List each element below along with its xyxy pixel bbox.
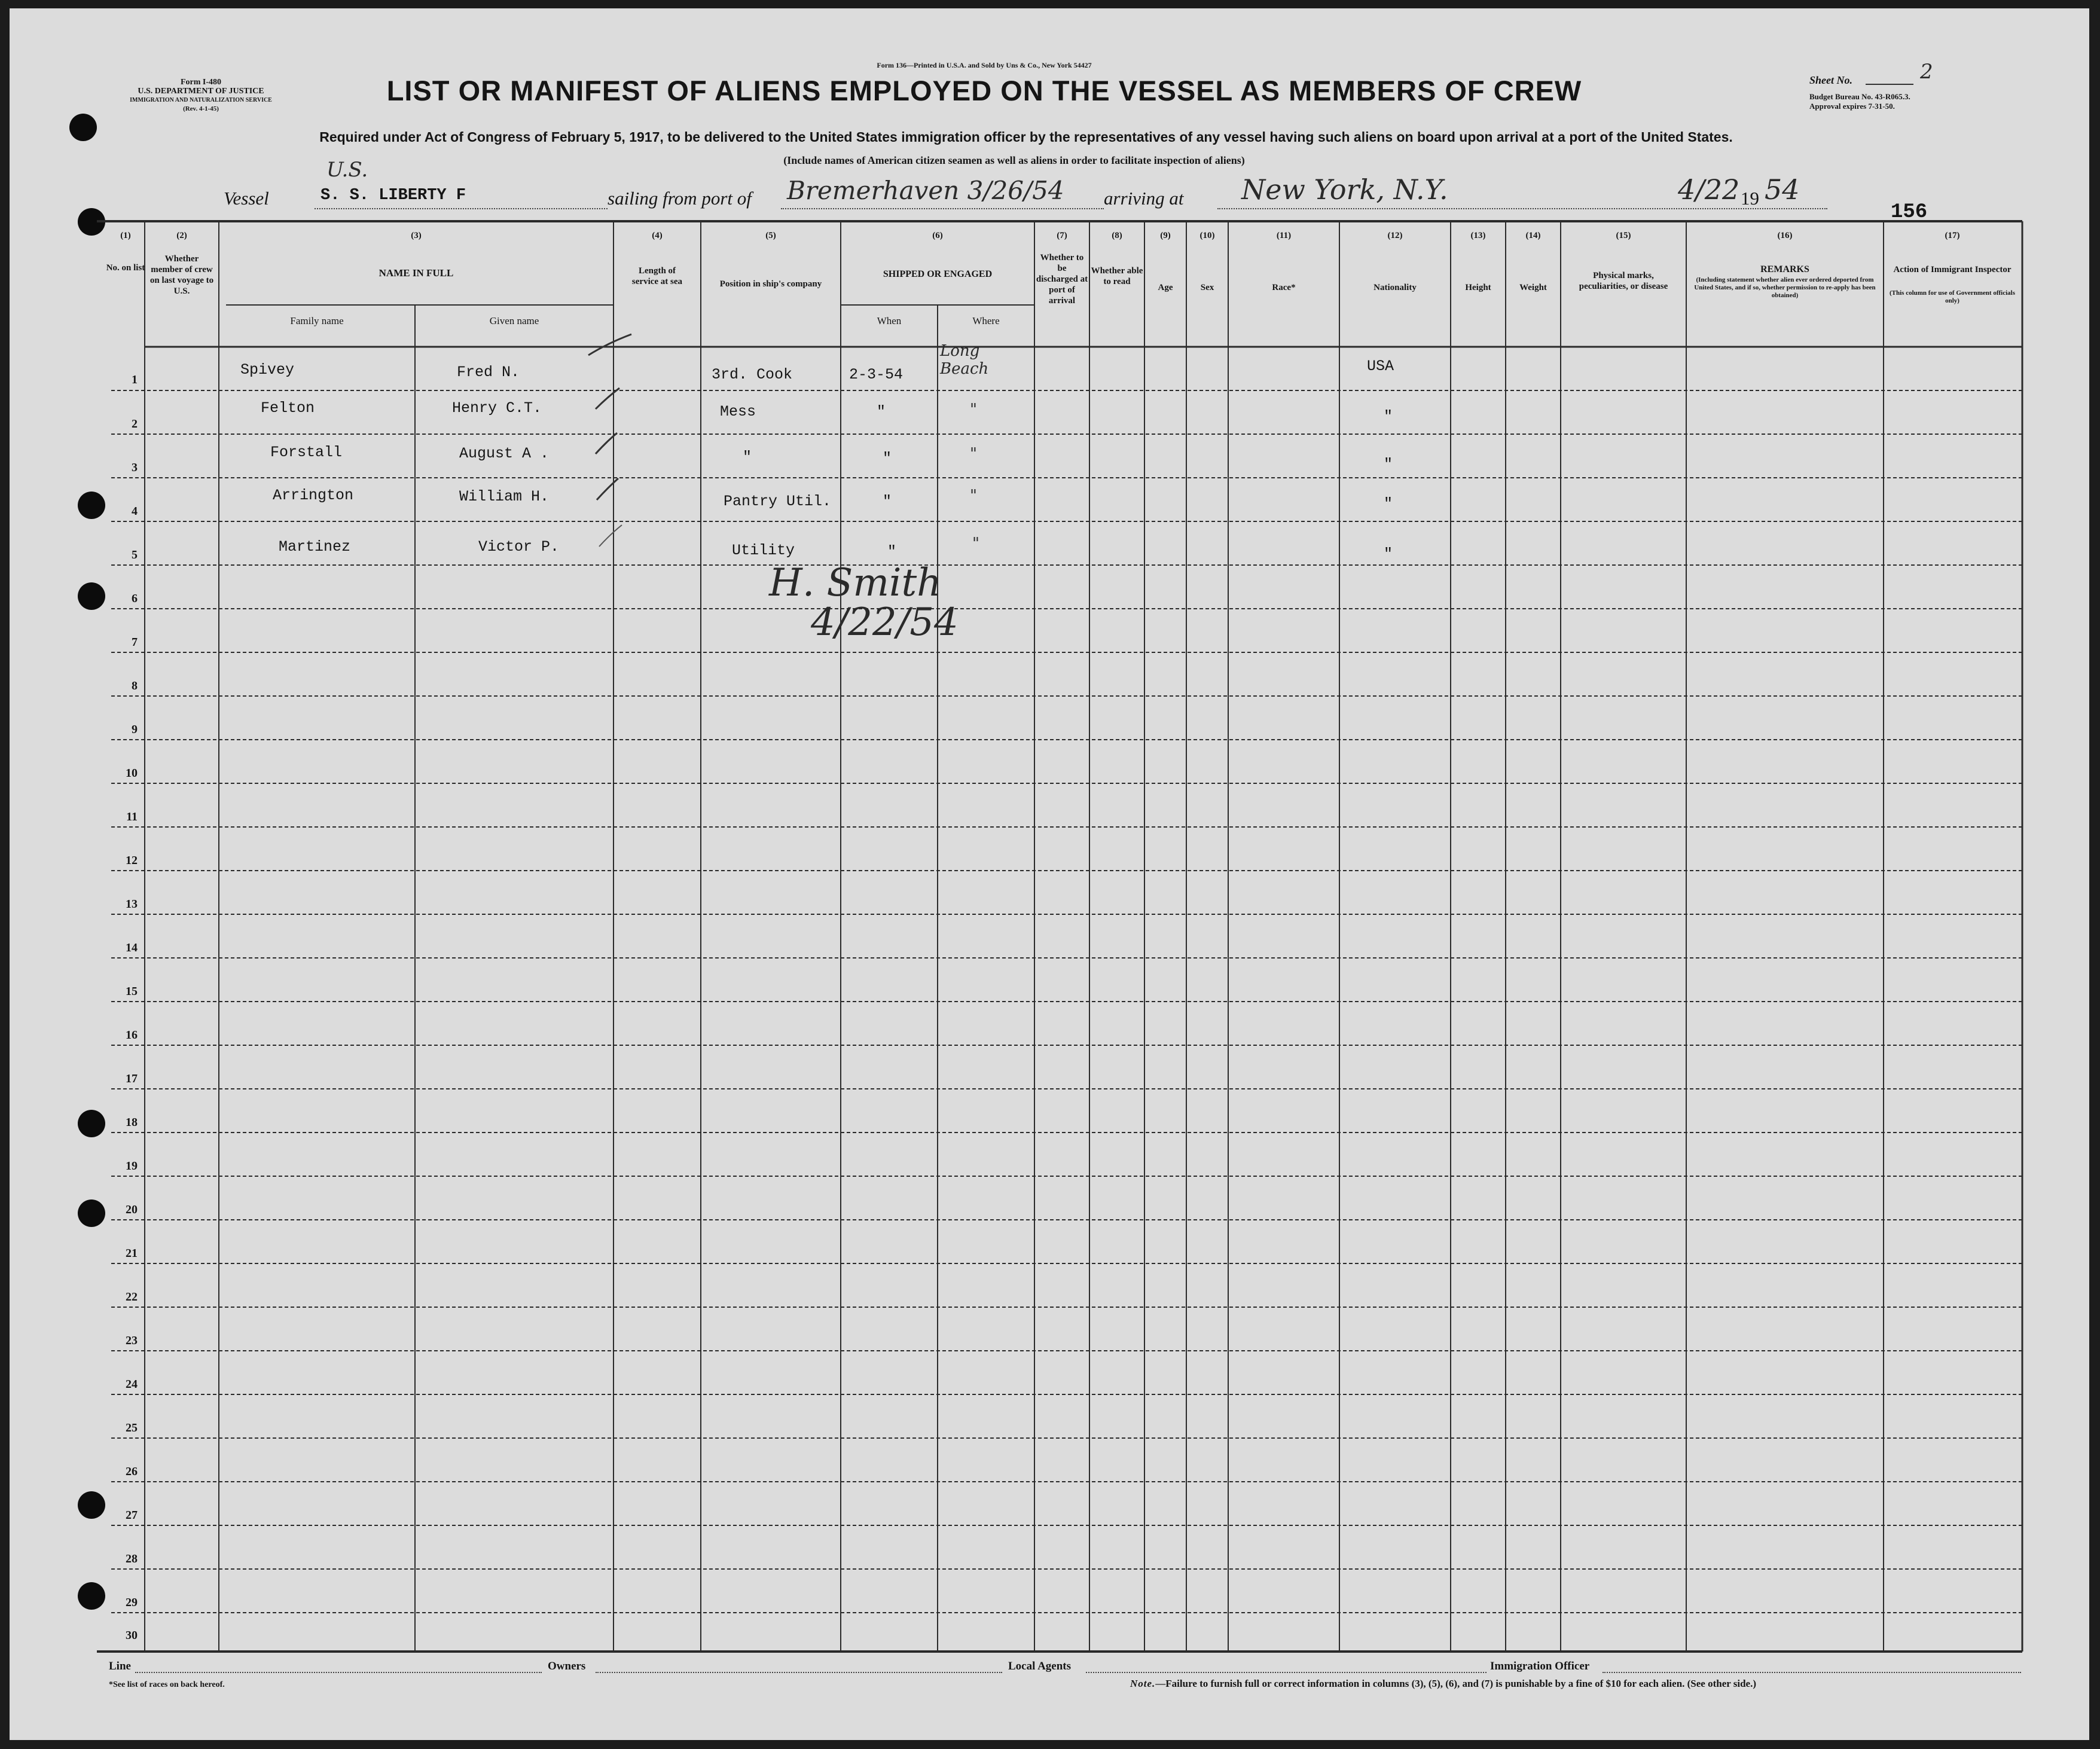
col17-number: (17)	[1945, 231, 1960, 240]
col17-header: Action of Immigrant Inspector	[1893, 265, 2012, 274]
position: Mess	[720, 403, 756, 420]
col11-header: Race*	[1272, 283, 1296, 292]
page-number: 156	[1891, 201, 1928, 224]
col11-number: (11)	[1276, 231, 1292, 240]
col14-number: (14)	[1525, 231, 1541, 240]
agents-underline	[1086, 1672, 1487, 1673]
col10-header: Sex	[1200, 283, 1214, 292]
row-number: 5	[132, 548, 138, 561]
col15-header: Physical marks, peculiarities, or disease	[1579, 271, 1668, 291]
vessel-label: Vessel	[224, 188, 269, 209]
col3-number: (3)	[411, 231, 422, 240]
row-number: 22	[126, 1290, 138, 1304]
row-number: 1	[132, 373, 138, 386]
manifest-sheet	[10, 8, 2089, 1740]
owners-underline	[596, 1672, 1002, 1673]
arrival-date: 4/22	[1678, 173, 1740, 206]
col2-number: (2)	[176, 231, 187, 240]
check-mark	[596, 433, 617, 454]
row-number: 12	[126, 854, 138, 867]
col8-header: Whether able to read	[1091, 266, 1143, 286]
arriving-port: New York, N.Y.	[1241, 173, 1448, 206]
shipped-when: "	[883, 450, 892, 467]
family-name: Martinez	[279, 538, 351, 555]
sheet-number: 2	[1920, 60, 1933, 84]
col1-header: No. on list	[106, 263, 145, 273]
nationality: "	[1384, 545, 1393, 563]
row-number: 15	[126, 985, 138, 998]
col6-number: (6)	[932, 231, 943, 240]
row-number: 18	[126, 1116, 138, 1129]
printer-line: Form 136—Printed in U.S.A. and Sold by Uns & Co., New York 54427	[877, 61, 1092, 69]
note-text: —Failure to furnish full or correct information in columns (3), (5), (6), and (7) is punishable by a fine of $10 for each alien. (See other side.)	[1155, 1678, 1756, 1689]
col15-number: (15)	[1616, 231, 1631, 240]
row-number: 17	[126, 1072, 138, 1085]
approval-expiry: Approval expires 7-31-50.	[1809, 102, 1895, 111]
given-name-header: Given name	[489, 315, 539, 326]
col5-number: (5)	[765, 231, 776, 240]
col16-subheader: (Including statement whether alien ever ordered deported from United States, and if so, whether permission to re-apply has been obtained)	[1694, 276, 1876, 299]
family-name-header: Family name	[290, 315, 344, 326]
row-number: 9	[132, 723, 138, 736]
row-number: 2	[132, 417, 138, 431]
sailing-port: Bremerhaven 3/26/54	[787, 176, 1064, 205]
include-note: (Include names of American citizen seamen as well as aliens in order to facilitate inspection of aliens)	[783, 154, 1245, 166]
given-name: Fred N.	[457, 364, 520, 381]
col13-number: (13)	[1470, 231, 1486, 240]
col8-number: (8)	[1112, 231, 1122, 240]
service-name: IMMIGRATION AND NATURALIZATION SERVICE	[130, 97, 272, 103]
check-mark	[596, 388, 619, 409]
row-number: 19	[126, 1159, 138, 1173]
sheet-label: Sheet No.	[1809, 74, 1852, 86]
row-number: 20	[126, 1203, 138, 1216]
page-title: LIST OR MANIFEST OF ALIENS EMPLOYED ON THE VESSEL AS MEMBERS OF CREW	[386, 75, 1582, 106]
position: Utility	[732, 542, 795, 559]
inspector-date: 4/22/54	[811, 600, 959, 645]
col17-subheader: (This column for use of Government officials only)	[1889, 289, 2015, 304]
col1-number: (1)	[120, 231, 131, 240]
row-number: 26	[126, 1465, 138, 1478]
nationality: USA	[1367, 358, 1394, 375]
family-name: Arrington	[273, 487, 354, 504]
shipped-where: "	[970, 445, 977, 463]
races-note: *See list of races on back hereof.	[109, 1680, 225, 1689]
row-number: 11	[126, 810, 138, 823]
row-number: 24	[126, 1378, 138, 1391]
nationality: "	[1384, 495, 1393, 512]
check-mark	[588, 334, 631, 355]
note-label: Note.	[1130, 1678, 1156, 1689]
shipped-where: Long Beach	[940, 342, 989, 378]
officer-label: Immigration Officer	[1490, 1660, 1590, 1672]
department-name: U.S. DEPARTMENT OF JUSTICE	[138, 87, 264, 96]
col9-header: Age	[1158, 283, 1173, 292]
row-number: 27	[126, 1509, 138, 1522]
officer-underline	[1603, 1672, 2021, 1673]
form-revision: (Rev. 4-1-45)	[183, 105, 219, 112]
row-number: 16	[126, 1028, 138, 1042]
row-number: 3	[132, 461, 138, 474]
vessel-name: S. S. LIBERTY F	[321, 187, 466, 204]
shipped-when: "	[877, 403, 886, 420]
arriving-label: arriving at	[1104, 188, 1184, 209]
row-number: 23	[126, 1334, 138, 1347]
row-number: 21	[126, 1247, 138, 1260]
given-name: William H.	[459, 488, 550, 505]
given-name: Victor P.	[478, 538, 560, 555]
penalty-note	[1130, 1678, 1756, 1690]
col12-header: Nationality	[1373, 283, 1417, 292]
check-mark	[599, 525, 622, 547]
check-marks	[584, 331, 655, 570]
col2-header: Whether member of crew on last voyage to U.S.	[149, 254, 214, 296]
row-number: 8	[132, 679, 138, 692]
given-name: Henry C.T.	[452, 399, 542, 417]
col16-header: REMARKS	[1760, 264, 1809, 274]
col4-header: Length of service at sea	[631, 266, 683, 286]
family-name: Felton	[261, 399, 315, 417]
row-number: 10	[126, 767, 138, 780]
shipped-where: "	[972, 535, 979, 553]
col7-header: Whether to be discharged at port of arrival	[1036, 253, 1088, 306]
sailing-label: sailing from port of	[608, 188, 752, 209]
where-header: Where	[972, 315, 1000, 326]
row-number: 13	[126, 898, 138, 911]
year-prefix: 19	[1741, 188, 1759, 209]
col5-header: Position in ship's company	[719, 279, 822, 289]
col4-number: (4)	[652, 231, 663, 240]
line-label: Line	[109, 1660, 131, 1672]
col7-number: (7)	[1057, 231, 1067, 240]
position: "	[743, 448, 752, 466]
position: 3rd. Cook	[712, 366, 793, 383]
col6-header: SHIPPED OR ENGAGED	[883, 269, 993, 279]
given-name: August A .	[459, 445, 550, 462]
check-mark	[597, 478, 618, 500]
col3-header: NAME IN FULL	[379, 267, 454, 279]
when-header: When	[877, 315, 902, 326]
row-number: 25	[126, 1421, 138, 1434]
agents-label: Local Agents	[1008, 1660, 1072, 1672]
family-name: Spivey	[240, 361, 295, 379]
line-underline	[135, 1672, 542, 1673]
col13-header: Height	[1465, 283, 1491, 292]
row-number: 30	[126, 1629, 138, 1642]
vessel-prefix: U.S.	[326, 158, 368, 182]
budget-number: Budget Bureau No. 43-R065.3.	[1809, 92, 1910, 101]
shipped-when: "	[883, 493, 892, 510]
shipped-where: "	[970, 401, 977, 419]
col16-number: (16)	[1777, 231, 1793, 240]
shipped-where: "	[970, 487, 977, 505]
row-number: 29	[126, 1596, 138, 1609]
row-number: 4	[132, 505, 138, 518]
col10-number: (10)	[1199, 231, 1215, 240]
row-number: 14	[126, 941, 138, 954]
nationality: "	[1384, 408, 1393, 425]
form-number: Form I-480	[180, 78, 222, 87]
required-statement: Required under Act of Congress of February 5, 1917, to be delivered to the United States immigration officer by the representatives of any vessel having such aliens on board upon arrival at a port of the United States.	[319, 129, 1733, 145]
inspector-signature: H. Smith	[769, 561, 942, 605]
row-number: 6	[132, 592, 138, 605]
position: Pantry Util.	[724, 493, 832, 510]
row-number: 7	[132, 636, 138, 649]
row-number: 28	[126, 1552, 138, 1565]
col14-header: Weight	[1519, 283, 1547, 292]
col12-number: (12)	[1387, 231, 1403, 240]
nationality: "	[1384, 456, 1393, 473]
col9-number: (9)	[1160, 231, 1171, 240]
arrival-year: 54	[1765, 173, 1800, 206]
owners-label: Owners	[548, 1660, 586, 1672]
family-name: Forstall	[270, 444, 343, 461]
shipped-when: "	[887, 543, 897, 560]
shipped-when: 2-3-54	[849, 366, 904, 383]
